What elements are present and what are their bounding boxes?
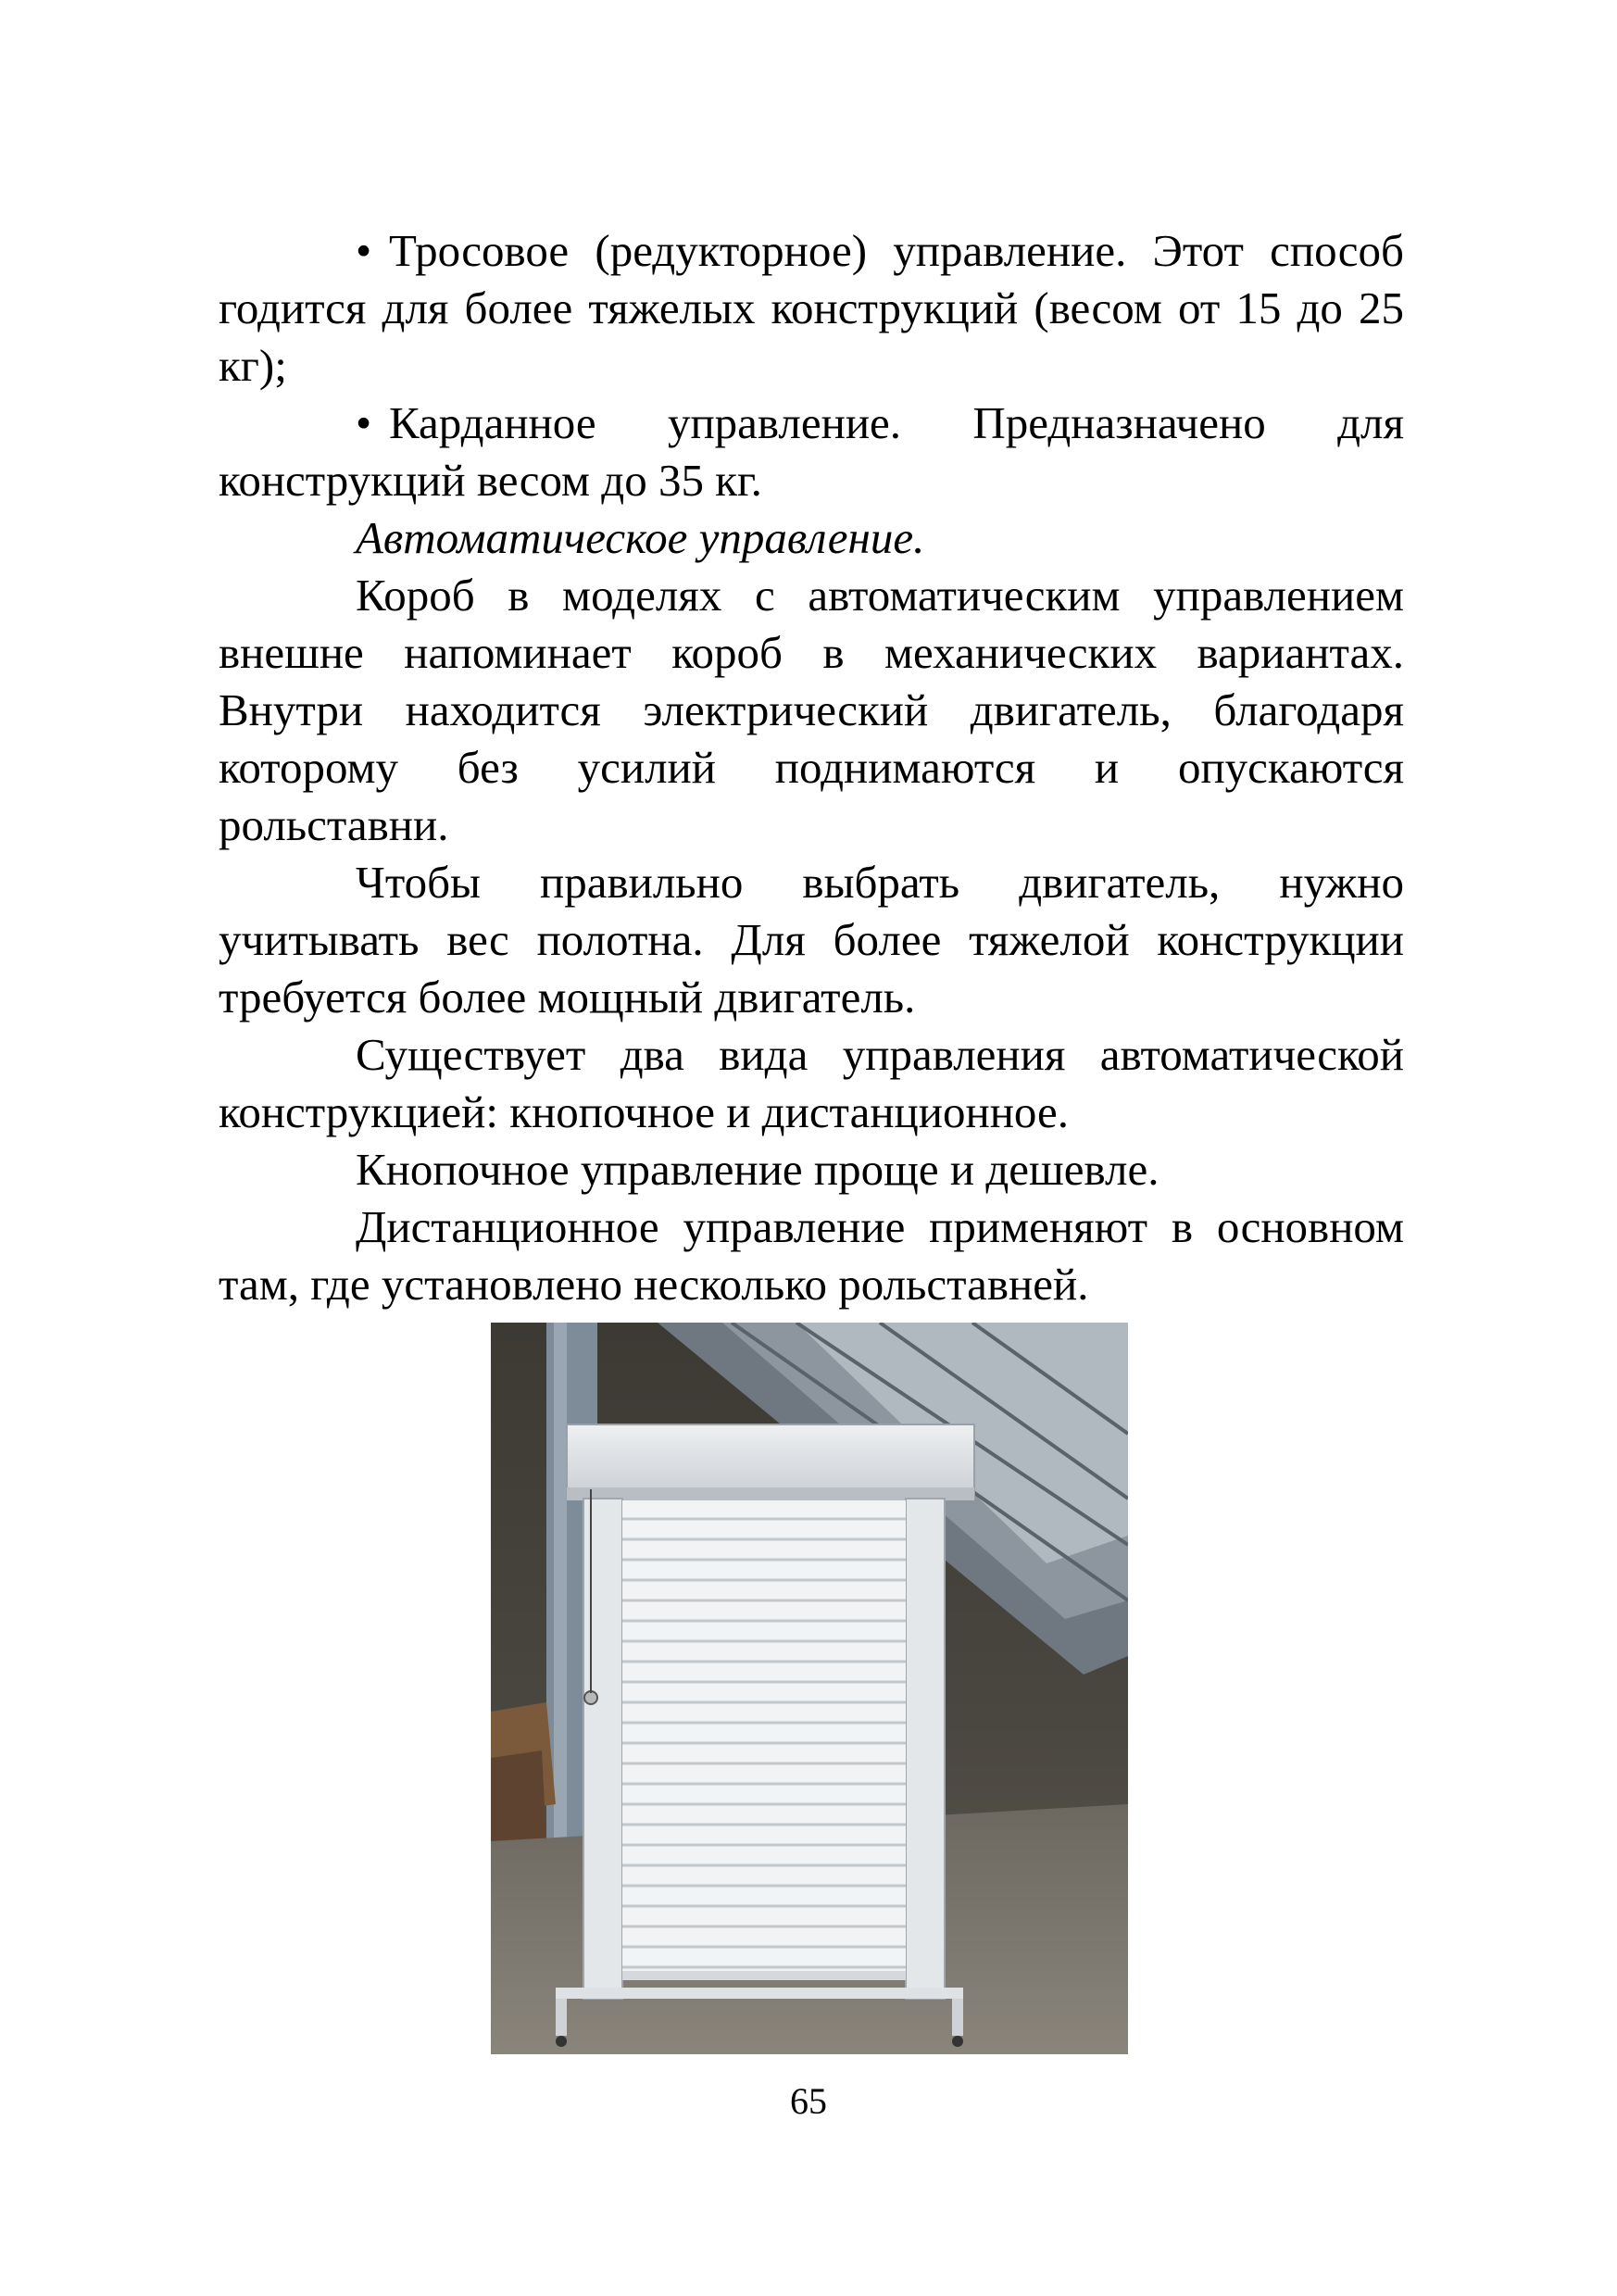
bullet-text: Карданное управление. Предназначено для конструкций весом до 35 кг. [219,397,1404,506]
bullet-text: Тросовое (редукторное) управление. Этот способ годится для более тяжелых конструкций (весом от 15 до 25 кг); [219,225,1404,391]
page-number: 65 [790,2080,827,2122]
paragraph-box-motor: Короб в моделях с автоматическим управлением внешне напоминает короб в механических вариантах. Внутри находится электрический двигатель, благодаря которому без усилий поднимаются и опускаются рольставни. [219,570,1404,850]
paragraph-button-control: Кнопочное управление проще и дешевле. [356,1144,1159,1195]
paragraph-control-types: Существует два вида управления автоматической конструкцией: кнопочное и дистанционное. [219,1029,1404,1137]
bullet-cable-control [219,222,1404,395]
bullet-icon: • [356,397,372,448]
bullet-cardan-control [219,395,1404,509]
section-heading-automatic: Автоматическое управление. [356,512,925,563]
paragraph-remote-control: Дистанционное управление применяют в основном там, где установлено несколько рольставней. [219,1201,1404,1310]
roller-shutter-photo [491,1323,1128,2054]
bullet-icon: • [356,225,372,276]
paragraph-choose-motor: Чтобы правильно выбрать двигатель, нужно учитывать вес полотна. Для более тяжелой конструкции требуется более мощный двигатель. [219,857,1404,1023]
roller-shutter-illustration [491,1323,1128,2054]
body-text [219,222,1404,1313]
